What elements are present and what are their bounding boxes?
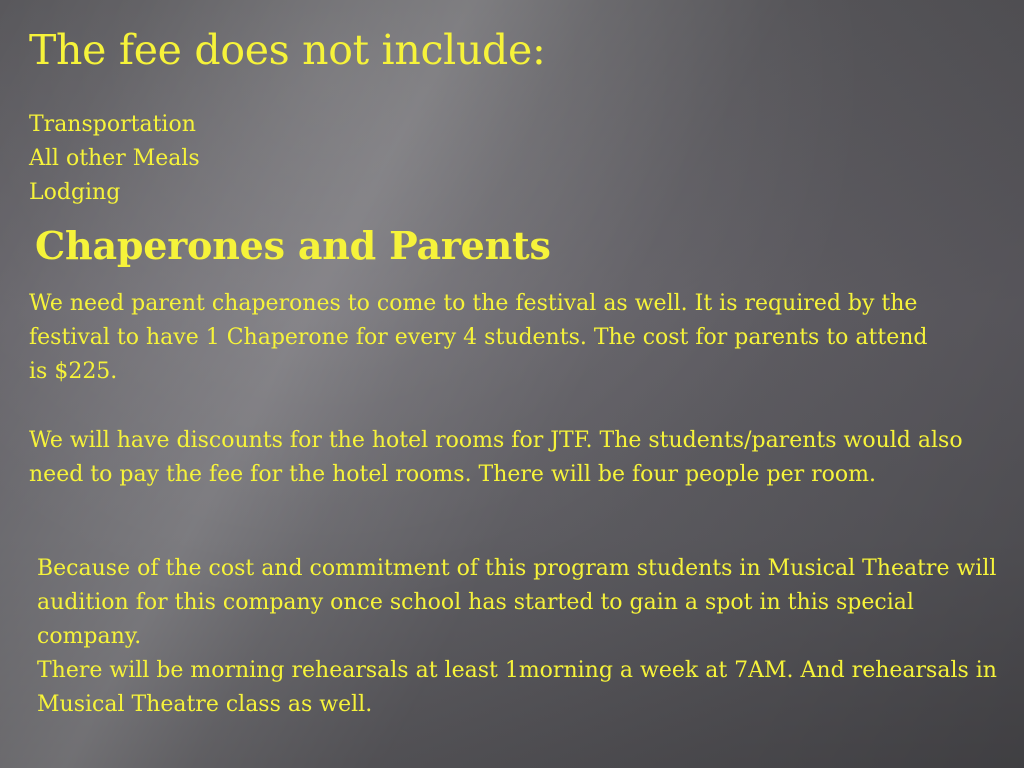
chaperones-paragraph: We need parent chaperones to come to the festival as well. It is required by the festival to have 1 Chaperone for every 4 students. The cost for parents to attend is $225. bbox=[29, 291, 928, 384]
section-subheading: Chaperones and Parents bbox=[35, 223, 551, 268]
slide-heading: The fee does not include: bbox=[29, 26, 546, 74]
list-item: Transportation bbox=[29, 112, 196, 137]
audition-block bbox=[37, 552, 1012, 722]
rehearsals-paragraph: There will be morning rehearsals at least 1morning a week at 7AM. And rehearsals in Musical Theatre class as well. bbox=[37, 658, 997, 717]
excluded-items-list bbox=[29, 108, 200, 210]
list-item: Lodging bbox=[29, 180, 121, 205]
list-item: All other Meals bbox=[29, 146, 200, 171]
audition-paragraph: Because of the cost and commitment of this program students in Musical Theatre will audition for this company once school has started to gain a spot in this special company. bbox=[37, 556, 997, 649]
hotel-paragraph: We will have discounts for the hotel rooms for JTF. The students/parents would also need to pay the fee for the hotel rooms. There will be four people per room. bbox=[29, 428, 963, 487]
